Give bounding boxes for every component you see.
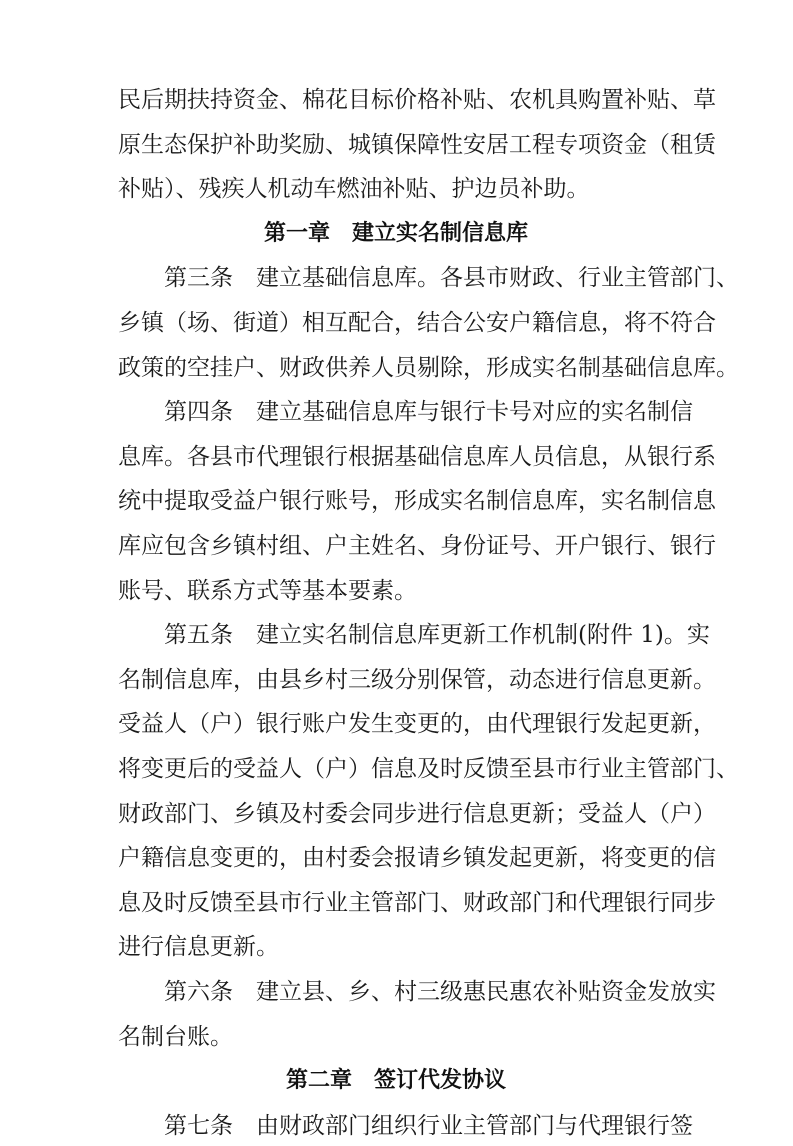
- text-line: 名制信息库，由县乡村三级分别保管，动态进行信息更新。: [118, 667, 716, 693]
- article-7-text: 第七条 由财政部门组织行业主管部门与代理银行签: [164, 1113, 693, 1139]
- article-4-text: 第四条 建立基础信息库与银行卡号对应的实名制信: [164, 399, 693, 425]
- text-line: 息及时反馈至县市行业主管部门、财政部门和代理银行同步: [118, 890, 716, 916]
- text-line: 账号、联系方式等基本要素。: [118, 578, 417, 604]
- chapter-2-heading: 第二章 签订代发协议: [285, 1068, 506, 1093]
- text-line: 库应包含乡镇村组、户主姓名、身份证号、开户银行、银行: [118, 533, 716, 559]
- text-line: 息库。各县市代理银行根据基础信息库人员信息，从银行系: [118, 444, 716, 470]
- text-line: 原生态保护补助奖励、城镇保障性安居工程专项资金（租赁: [118, 132, 716, 158]
- chapter-1-heading: 第一章 建立实名制信息库: [263, 221, 528, 246]
- text-line: 进行信息更新。: [118, 934, 279, 960]
- text-line: 乡镇（场、街道）相互配合，结合公安户籍信息，将不符合: [118, 310, 716, 336]
- text-line: 民后期扶持资金、棉花目标价格补贴、农机具购置补贴、草: [118, 87, 716, 113]
- text-line: 将变更后的受益人（户）信息及时反馈至县市行业主管部门、: [118, 756, 739, 782]
- text-line: 受益人（户）银行账户发生变更的，由代理银行发起更新，: [118, 711, 716, 737]
- article-5-text: 第五条 建立实名制信息库更新工作机制(附件 1)。实: [164, 622, 710, 648]
- text-line: 统中提取受益户银行账号，形成实名制信息库，实名制信息: [118, 488, 716, 514]
- text-line: 政策的空挂户、财政供养人员剔除，形成实名制基础信息库。: [118, 355, 739, 381]
- text-line: 财政部门、乡镇及村委会同步进行信息更新；受益人（户）: [118, 801, 716, 827]
- text-line: 名制台账。: [118, 1024, 233, 1050]
- text-line: 补贴）、残疾人机动车燃油补贴、护边员补助。: [118, 176, 590, 202]
- article-6-text: 第六条 建立县、乡、村三级惠民惠农补贴资金发放实: [164, 979, 716, 1005]
- article-3-text: 第三条 建立基础信息库。各县市财政、行业主管部门、: [164, 265, 739, 291]
- text-line: 户籍信息变更的，由村委会报请乡镇发起更新，将变更的信: [118, 845, 716, 871]
